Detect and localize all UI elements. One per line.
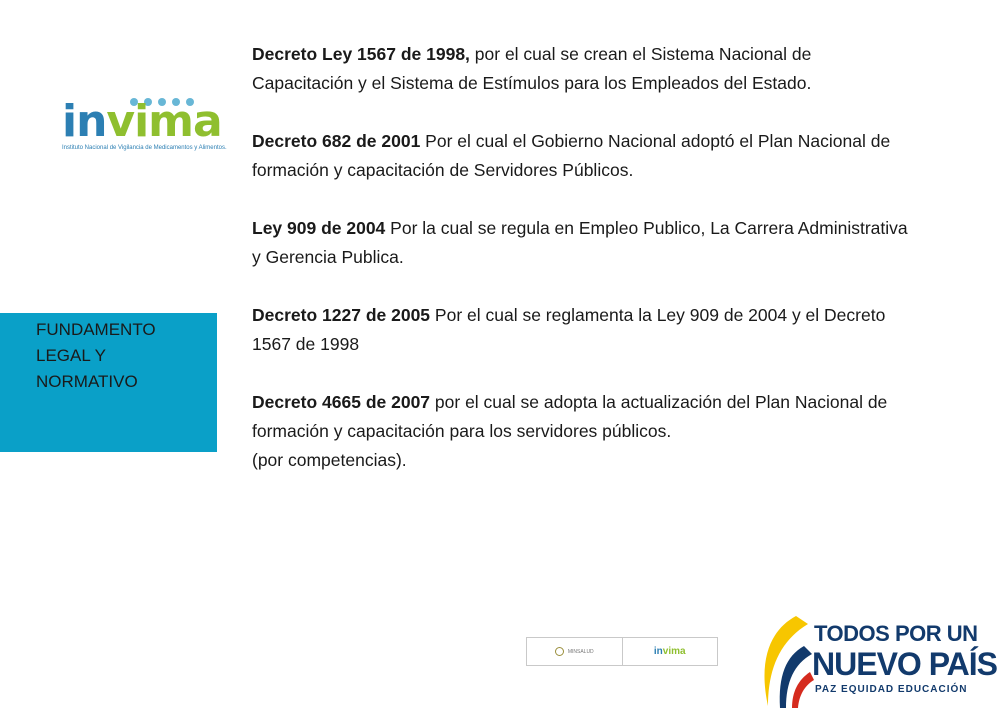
legal-item-text: por el cual se crean el Sistema Nacional de Capacitación y el Sistema de Estímulos para los Empleados del Estado. (252, 44, 812, 93)
flag-swoosh-icon (752, 612, 816, 712)
legal-list (252, 40, 917, 475)
legal-item (252, 127, 917, 185)
logo-tagline: Instituto Nacional de Vigilancia de Medicamentos y Alimentos. (62, 145, 227, 151)
gov-slogan-line3: PAZ EQUIDAD EDUCACIÓN (815, 684, 968, 695)
section-label: FUNDAMENTO LEGAL Y NORMATIVO (36, 320, 156, 391)
legal-item (252, 301, 917, 359)
legal-item-text: Por la cual se regula en Empleo Publico, La Carrera Administrativa y Gerencia Publica. (252, 218, 908, 267)
invima-logo (62, 96, 242, 156)
legal-item-note: (por competencias). (252, 450, 407, 470)
legal-item-text: Por el cual el Gobierno Nacional adoptó el Plan Nacional de formación y capacitación de Servidores Públicos. (252, 131, 891, 180)
government-logo (752, 610, 997, 714)
legal-item-text: por el cual se adopta la actualización del Plan Nacional de formación y capacitación para los servidores públicos. (252, 392, 888, 441)
gov-slogan-line1: TODOS POR UN (814, 621, 978, 646)
legal-item-title: Decreto 682 de 2001 (252, 131, 421, 151)
legal-item-title: Ley 909 de 2004 (252, 218, 386, 238)
legal-item-title: Decreto 4665 de 2007 (252, 392, 431, 412)
legal-item-title: Decreto 1227 de 2005 (252, 305, 431, 325)
legal-item (252, 214, 917, 272)
legal-item-text: Por el cual se reglamenta la Ley 909 de 2004 y el Decreto 1567 de 1998 (252, 305, 886, 354)
invima-mini-logo: invima (622, 638, 718, 665)
footer-logo-strip (526, 637, 718, 666)
section-label-box (0, 313, 217, 452)
minsalud-logo: MINSALUD (527, 638, 622, 665)
legal-item-title: Decreto Ley 1567 de 1998, (252, 44, 470, 64)
legal-item (252, 388, 917, 475)
logo-wordmark: invima (62, 96, 222, 147)
seal-icon (555, 647, 564, 656)
gov-slogan-line2: NUEVO PAÍS (812, 646, 997, 682)
legal-item (252, 40, 917, 98)
